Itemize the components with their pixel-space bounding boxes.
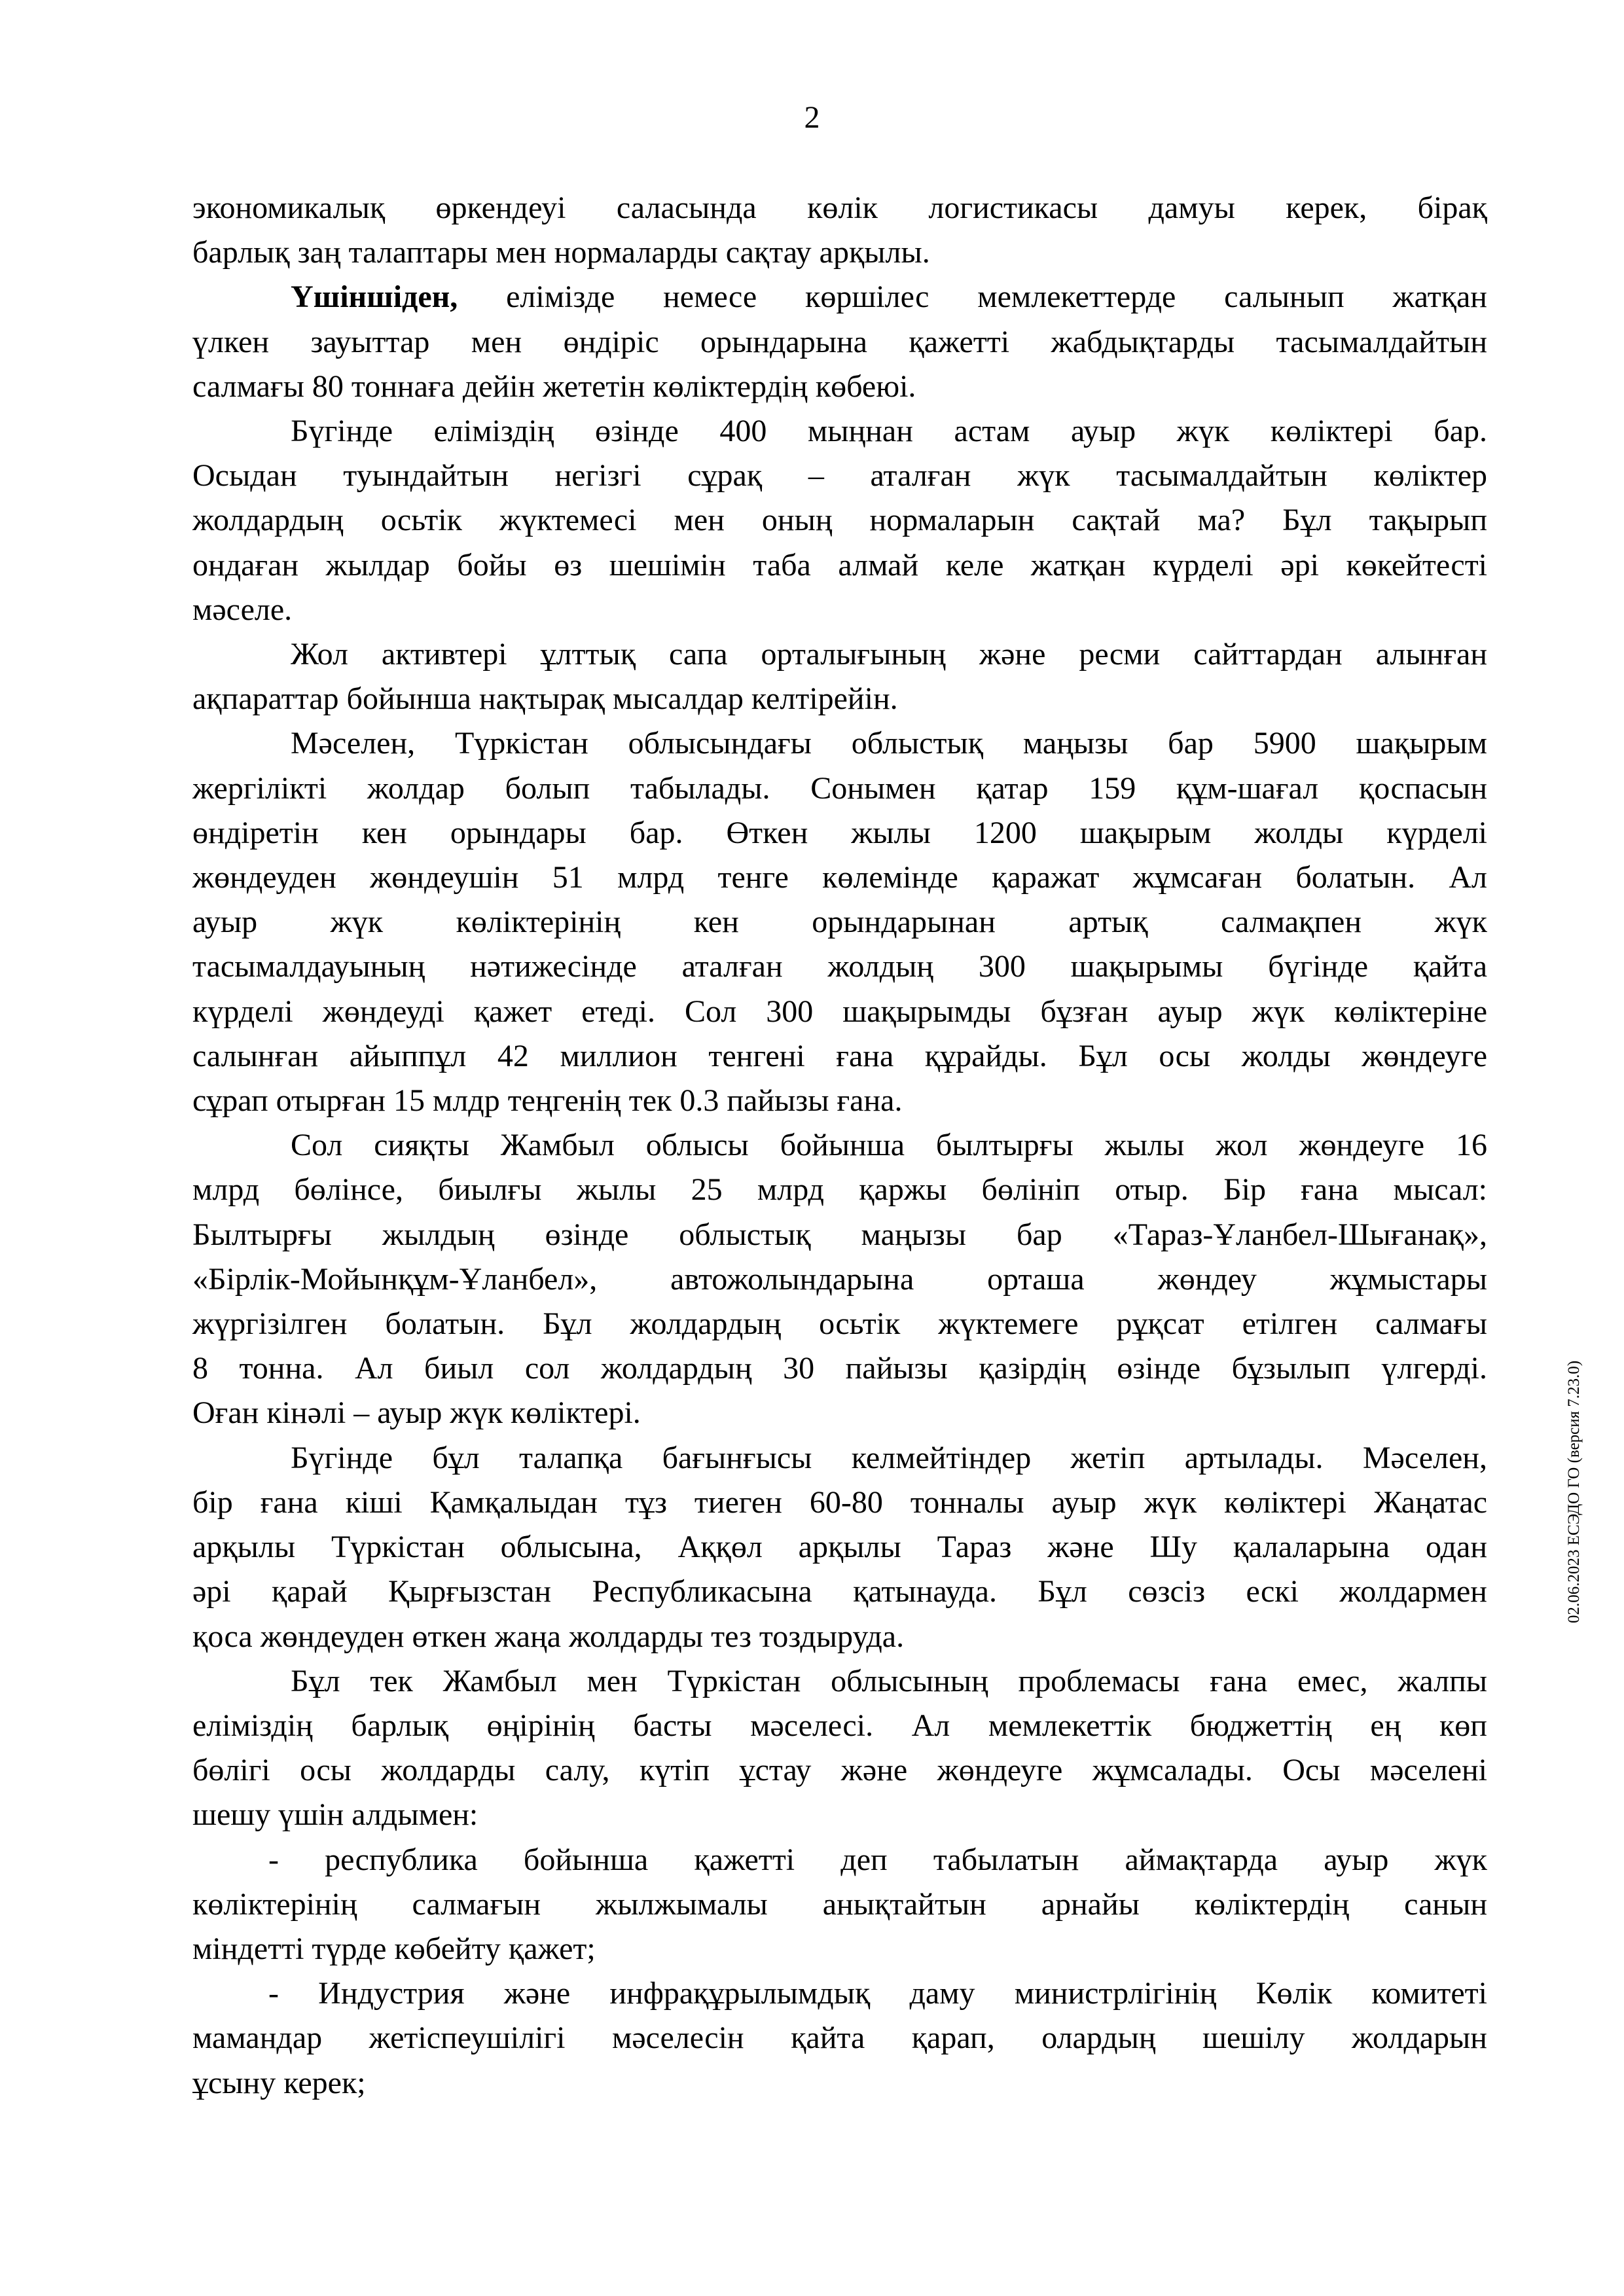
text-span: елімізде немесе көршілес мемлекеттерде салынып жатқан — [458, 279, 1487, 315]
text-line — [192, 275, 1487, 319]
paragraph — [192, 1123, 1487, 1435]
paragraph — [192, 632, 1487, 721]
text-line: Бүгінде еліміздің өзінде 400 мыңнан астам ауыр жүк көліктері бар. — [291, 414, 1487, 449]
text-line: мамандар жетіспеушілігі мәселесін қайта қарап, олардың шешілу жолдарын — [192, 2020, 1487, 2056]
text-line: бөлігі осы жолдарды салу, күтіп ұстау және жөндеуге жұмсалады. Осы мәселені — [192, 1753, 1487, 1788]
text-line: қоса жөндеуден өткен жаңа жолдарды тез тоздыруда. — [192, 1619, 905, 1654]
registration-stamp: 02.06.2023 ЕСЭДО ГО (версия 7.23.0) — [1565, 1360, 1583, 1623]
text-line: Сол сияқты Жамбыл облысы бойынша былтырғы жылы жол жөндеуге 16 — [291, 1128, 1487, 1163]
text-line: әрі қарай Қырғызстан Республикасына қатынауда. Бұл сөзсіз ескі жолдармен — [192, 1574, 1487, 1609]
text-line: күрделі жөндеуді қажет етеді. Сол 300 шақырымды бұзған ауыр жүк көліктеріне — [192, 994, 1487, 1029]
list-item — [192, 1838, 1487, 1972]
text-line: экономикалық өркендеуі саласында көлік логистикасы дамуы керек, бірақ — [192, 190, 1487, 225]
text-line: жолдардың осьтік жүктемесі мен оның нормаларын сақтай ма? Бұл тақырып — [192, 503, 1487, 538]
text-line: тасымалдауының нәтижесінде аталған жолдың 300 шақырымы бүгінде қайта — [192, 949, 1487, 984]
list-item — [192, 1971, 1487, 2106]
text-line: млрд бөлінсе, биылғы жылы 25 млрд қаржы бөлініп отыр. Бір ғана мысал: — [192, 1172, 1487, 1208]
text-line: сұрап отырған 15 млдр теңгенің тек 0.3 пайызы ғана. — [192, 1083, 903, 1119]
text-line: еліміздің барлық өңірінің басты мәселесі. Ал мемлекеттік бюджеттің ең көп — [192, 1708, 1487, 1743]
text-line: барлық заң талаптары мен нормаларды сақтау арқылы. — [192, 235, 930, 270]
text-line: Жол активтері ұлттық сапа орталығының және ресми сайттардан алынған — [291, 637, 1487, 672]
text-line: - республика бойынша қажетті деп табылатын аймақтарда ауыр жүк — [268, 1842, 1487, 1877]
paragraph — [192, 186, 1487, 275]
text-line: Мәселен, Түркістан облысындағы облыстық маңызы бар 5900 шақырым — [291, 726, 1487, 761]
text-line: жергілікті жолдар болып табылады. Сонымен қатар 159 құм-шағал қоспасын — [192, 770, 1487, 806]
text-line: көліктерінің салмағын жылжымалы анықтайтын арнайы көліктердің санын — [192, 1886, 1487, 1922]
text-line: «Бірлік-Мойынқұм-Ұланбел», автожолындарына орташа жөндеу жұмыстары — [192, 1261, 1487, 1297]
text-line: бір ғана кіші Қамқалыдан тұз тиеген 60-80 тонналы ауыр жүк көліктері Жаңатас — [192, 1484, 1487, 1520]
text-line: жөндеуден жөндеушін 51 млрд тенге көлемінде қаражат жұмсаған болатын. Ал — [192, 860, 1487, 895]
text-line: шешу үшін алдымен: — [192, 1797, 478, 1833]
text-line: міндетті түрде көбейту қажет; — [192, 1931, 596, 1966]
text-line: ауыр жүк көліктерінің кен орындарынан артық салмақпен жүк — [192, 905, 1487, 940]
text-line: Осыдан туындайтын негізгі сұрақ – аталған жүк тасымалдайтын көліктер — [192, 458, 1487, 493]
paragraph — [192, 1436, 1487, 1659]
text-line: жүргізілген болатын. Бұл жолдардың осьтік жүктемеге рұқсат етілген салмағы — [192, 1306, 1487, 1342]
text-line: Былтырғы жылдың өзінде облыстық маңызы бар «Тараз-Ұланбел-Шығанақ», — [192, 1217, 1487, 1252]
paragraph — [192, 275, 1487, 409]
text-line: 8 тонна. Ал биыл сол жолдардың 30 пайызы қазірдің өзінде бұзылып үлгерді. — [192, 1351, 1487, 1386]
text-line: Бүгінде бұл талапқа бағынғысы келмейтіндер жетіп артылады. Мәселен, — [291, 1440, 1487, 1475]
text-line: ақпараттар бойынша нақтырақ мысалдар келтірейін. — [192, 681, 898, 717]
text-line: ұсыну керек; — [192, 2065, 366, 2100]
paragraph — [192, 1659, 1487, 1838]
text-line: салынған айыппұл 42 миллион тенгені ғана құрайды. Бұл осы жолды жөндеуге — [192, 1038, 1487, 1073]
text-line: үлкен зауыттар мен өндіріс орындарына қажетті жабдықтарды тасымалдайтын — [192, 324, 1487, 359]
text-line: ондаған жылдар бойы өз шешімін таба алмай келе жатқан күрделі әрі көкейтесті — [192, 547, 1487, 583]
text-line: - Индустрия және инфрақұрылымдық даму министрлігінің Көлік комитеті — [268, 1976, 1487, 2011]
bold-lead-word: Үшіншіден, — [291, 279, 458, 315]
text-line: салмағы 80 тоннаға дейін жететін көліктердің көбеюі. — [192, 368, 916, 404]
page-number: 2 — [804, 100, 820, 135]
paragraph — [192, 721, 1487, 1123]
text-line: мәселе. — [192, 592, 293, 627]
paragraph — [192, 409, 1487, 632]
text-line: арқылы Түркістан облысына, Аққөл арқылы Тараз және Шу қалаларына одан — [192, 1530, 1487, 1565]
document-body — [192, 186, 1487, 2106]
text-line: Оған кінәлі – ауыр жүк көліктері. — [192, 1395, 641, 1431]
text-line: Бұл тек Жамбыл мен Түркістан облысының проблемасы ғана емес, жалпы — [291, 1663, 1487, 1698]
text-line: өндіретін кен орындары бар. Өткен жылы 1200 шақырым жолды күрделі — [192, 815, 1487, 850]
